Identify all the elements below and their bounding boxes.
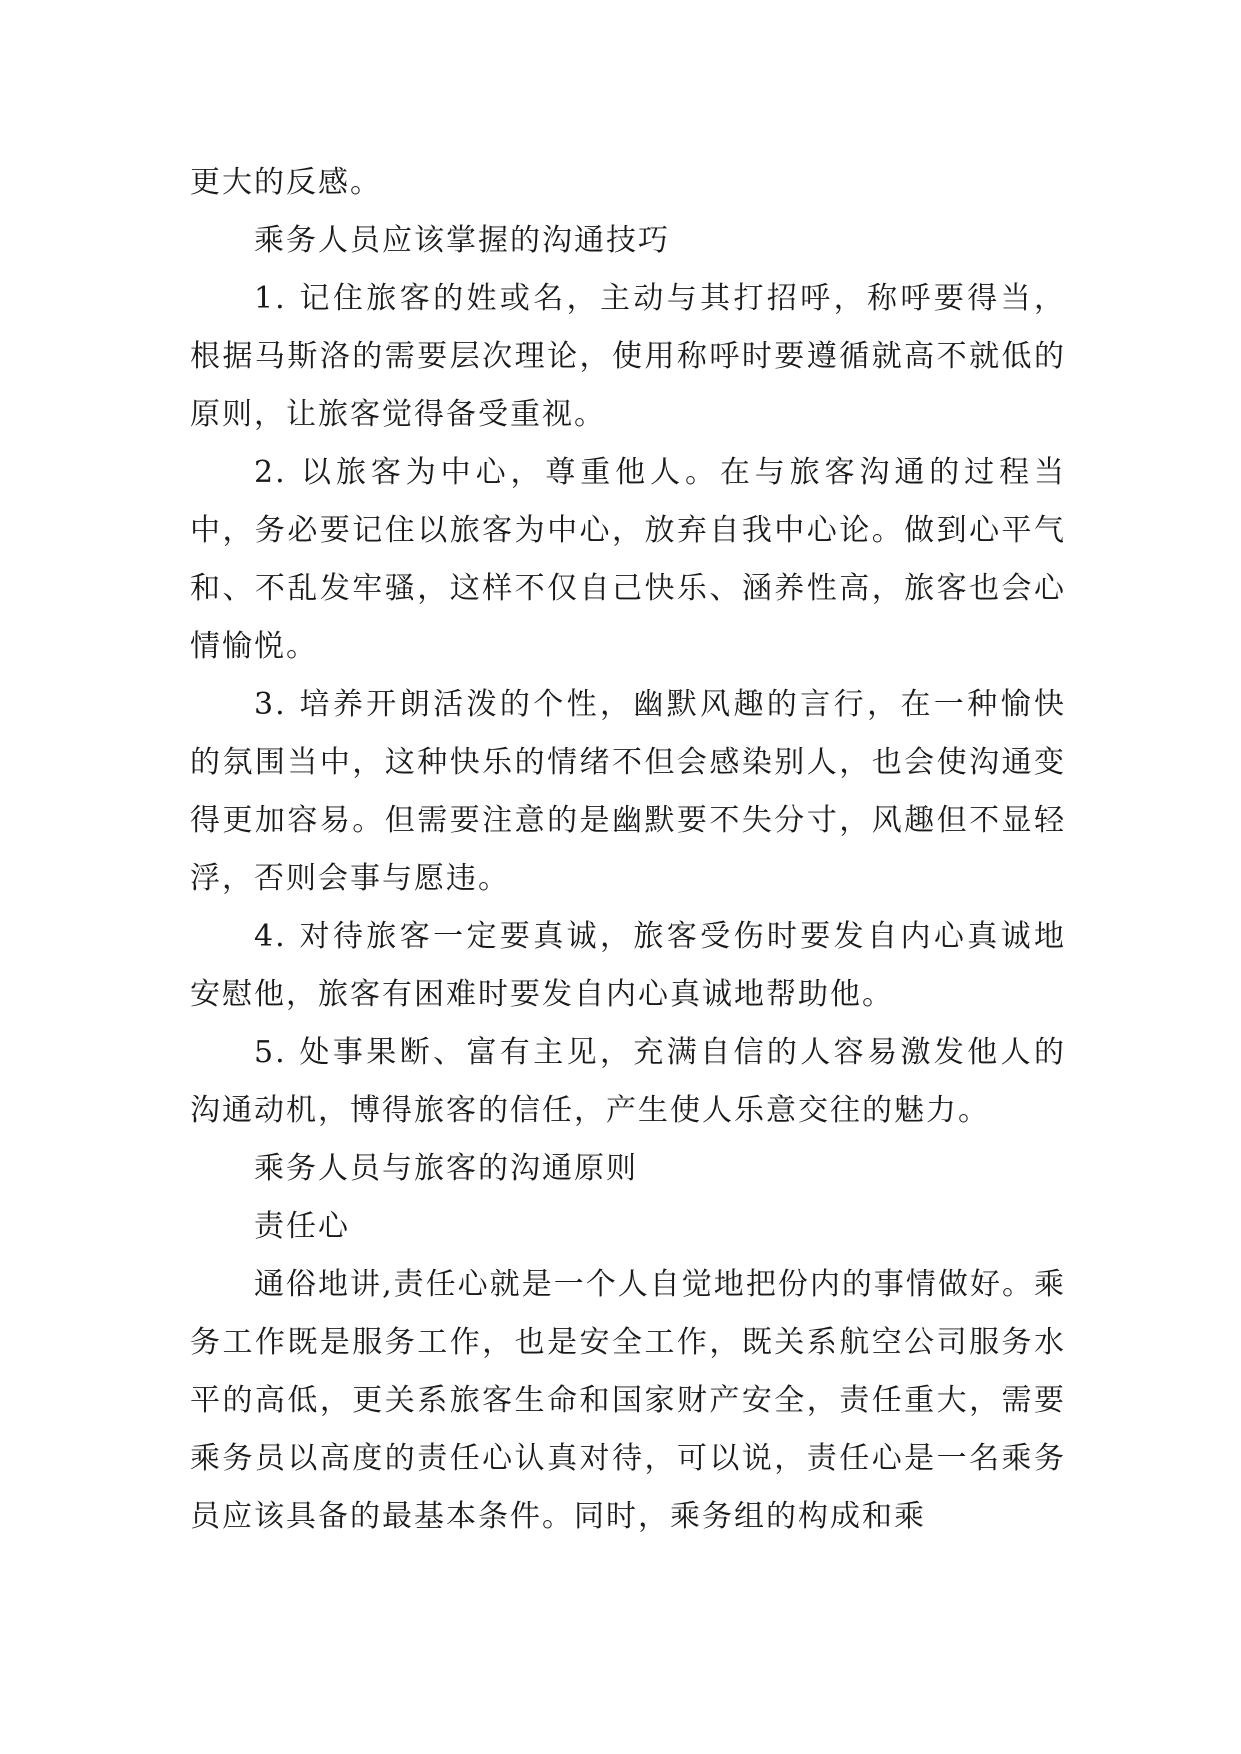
heading-communication-principles: 乘务人员与旅客的沟通原则 [254, 1151, 638, 1186]
paragraph-skill-1: 1. 记住旅客的姓或名，主动与其打招呼，称呼要得当，根据马斯洛的需要层次理论，使用称呼时要遵循就高不就低的原则，让旅客觉得备受重视。 [190, 281, 1066, 432]
paragraph-skill-3: 3. 培养开朗活泼的个性，幽默风趣的言行，在一种愉快的氛围当中，这种快乐的情绪不但会感染别人，也会使沟通变得更加容易。但需要注意的是幽默要不失分寸，风趣但不显轻浮，否则会事与愿违。 [190, 687, 1066, 896]
paragraph-skill-4: 4. 对待旅客一定要真诚，旅客受伤时要发自内心真诚地安慰他，旅客有困难时要发自内心真诚地帮助他。 [190, 919, 1066, 1012]
heading-responsibility: 责任心 [254, 1209, 350, 1244]
paragraph-continuation: 更大的反感。 [190, 165, 382, 200]
paragraph-skill-2: 2. 以旅客为中心，尊重他人。在与旅客沟通的过程当中，务必要记住以旅客为中心，放弃自我中心论。做到心平气和、不乱发牢骚，这样不仅自己快乐、涵养性高，旅客也会心情愉悦。 [190, 455, 1066, 664]
heading-communication-skills: 乘务人员应该掌握的沟通技巧 [254, 223, 670, 258]
paragraph-skill-5: 5. 处事果断、富有主见，充满自信的人容易激发他人的沟通动机，博得旅客的信任，产生使人乐意交往的魅力。 [190, 1035, 1066, 1128]
paragraph-responsibility: 通俗地讲,责任心就是一个人自觉地把份内的事情做好。乘务工作既是服务工作，也是安全工作，既关系航空公司服务水平的高低，更关系旅客生命和国家财产安全，责任重大，需要乘务员以高度的责任心认真对待，可以说，责任心是一名乘务员应该具备的最基本条件。同时，乘务组的构成和乘 [190, 1267, 1066, 1534]
document-body [190, 154, 1066, 1546]
